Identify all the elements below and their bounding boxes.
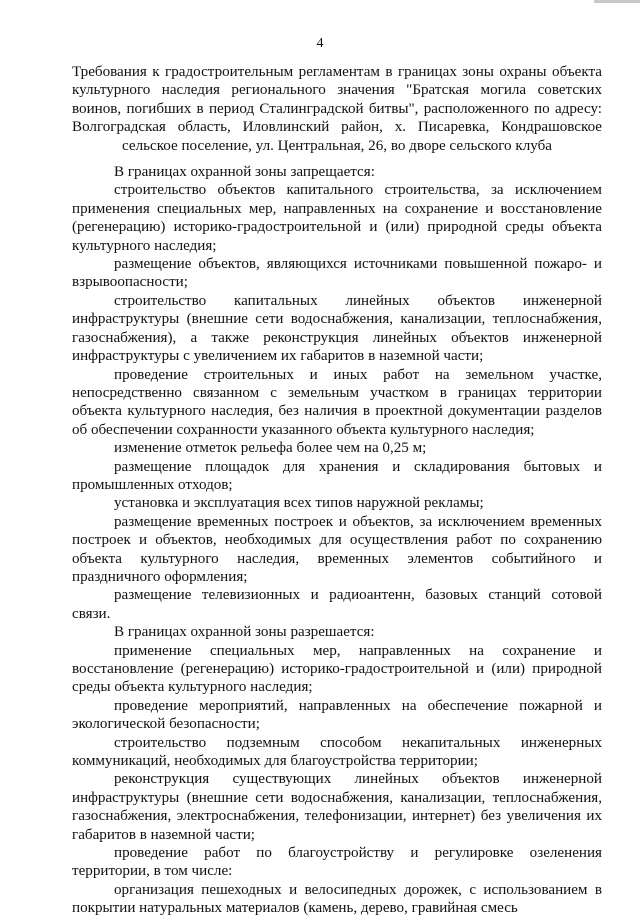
heading-spacer — [72, 155, 602, 163]
paragraph-allowed-intro: В границах охранной зоны разрешается: — [114, 624, 375, 641]
paragraph-prohibited-2: размещение объектов, являющихся источниками повышенной пожаро- и взрывоопасности; — [72, 256, 602, 291]
paragraph-prohibited-3: строительство капитальных линейных объектов инженерной инфраструктуры (внешние сети водоснабжения, канализации, теплоснабжения, газоснабжения), а также реконструкция линейных объектов инженерной инфраструктуры с увеличением их габаритов в наземной части; — [72, 292, 602, 365]
paragraph-prohibited-9: размещение телевизионных и радиоантенн, базовых станций сотовой связи. — [72, 587, 602, 622]
document-body — [72, 63, 602, 918]
paragraph-allowed-3: строительство подземным способом некапитальных инженерных коммуникаций, необходимых для благоустройства территории; — [72, 734, 602, 770]
paragraph-allowed-5: проведение работ по благоустройству и регулировке озеленения территории, в том числе: — [72, 845, 602, 880]
paragraph-allowed-6: организация пешеходных и велосипедных дорожек, с использованием в покрытии натуральных материалов (камень, дерево, гравийная смесь — [72, 881, 602, 917]
paragraph-prohibited-7: установка и эксплуатация всех типов наружной рекламы; — [114, 495, 484, 512]
section-heading: Требования к градостроительным регламентам в границах зоны охраны объекта культурного наследия регионального значения "Братская могила советских воинов, погибших в период Сталинградской битвы", расположенного по адресу: Волгоградская область, Иловлинский район, х. Писаревка, Кондрашовское сельское поселение, ул. Центральная, 26, во дворе сельского клуба — [72, 64, 602, 154]
paragraph-prohibited-4: проведение строительных и иных работ на земельном участке, непосредственно связанном с земельным участком в границах территории объекта культурного наследия, без наличия в проектной документации разделов об обеспечении сохранности указанного объекта культурного наследия; — [72, 366, 602, 438]
paragraph-prohibited-intro: В границах охранной зоны запрещается: — [114, 164, 375, 181]
paragraph-prohibited-5: изменение отметок рельефа более чем на 0,25 м; — [114, 440, 427, 457]
paragraph-allowed-2: проведение мероприятий, направленных на обеспечение пожарной и экологической безопасности; — [72, 697, 602, 733]
paragraph-prohibited-8: размещение временных построек и объектов, за исключением временных построек и объектов, необходимых для осуществления работ по сохранению объекта культурного наследия, временных элементов событийного и праздничного оформления; — [72, 513, 602, 585]
paragraph-prohibited-1: строительство объектов капитального строительства, за исключением применения специальных мер, направленных на сохранение и восстановление (регенерацию) историко-градостроительной и (или) природной среды объекта культурного наследия; — [72, 182, 602, 254]
paragraph-prohibited-6: размещение площадок для хранения и складирования бытовых и промышленных отходов; — [72, 458, 602, 493]
paragraph-allowed-4: реконструкция существующих линейных объектов инженерной инфраструктуры (внешние сети водоснабжения, канализации, теплоснабжения, газоснабжения, электроснабжения, телефонизации, интернет) без увеличения их габаритов в наземной части; — [72, 771, 602, 843]
paragraph-allowed-1: применение специальных мер, направленных на сохранение и восстановление (регенерацию) историко-градостроительной и (или) природной среды объекта культурного наследия; — [72, 642, 602, 696]
page-number: 4 — [316, 36, 324, 51]
scan-corner-mark — [594, 0, 640, 3]
